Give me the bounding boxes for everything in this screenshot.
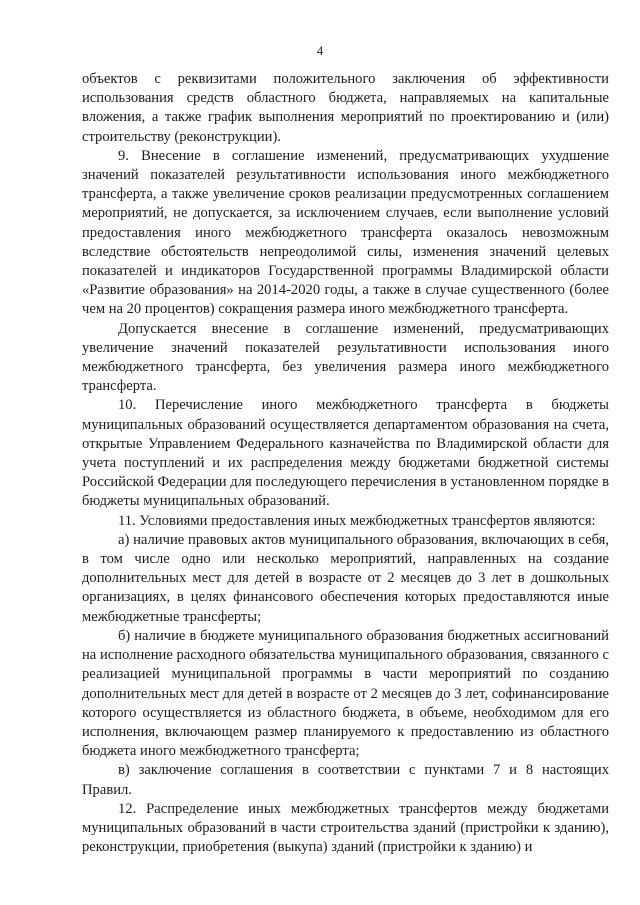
document-body — [82, 70, 609, 857]
paragraph-p11a: а) наличие правовых актов муниципального образования, включающих в себя, в том числе одно или несколько мероприятий, направленных на создание дополнительных мест для детей в возрасте от 2 месяцев до 3 лет в дошкольных организациях, в целях финансового обеспечения которых предоставляются иные межбюджетные трансферты; — [82, 531, 609, 625]
paragraph-p11c: в) заключение соглашения в соответствии с пунктами 7 и 8 настоящих Правил. — [82, 762, 609, 798]
paragraph-p11b: б) наличие в бюджете муниципального образования бюджетных ассигнований на исполнение расходного обязательства муниципального образования, связанного с реализацией муниципальной программы в части мероприятий по созданию дополнительных мест для детей в возрасте от 2 месяцев до 3 лет, софинансирование которого осуществляется из областного бюджета, в объеме, необходимом для его исполнения, включающем размер планируемого к предоставлению из областного бюджета иного межбюджетного трансферта; — [82, 627, 609, 760]
paragraph-cont: объектов с реквизитами положительного заключения об эффективности использования средств областного бюджета, направляемых на капитальные вложения, а также график выполнения мероприятий по проектированию и (или) строительству (реконструкции). — [82, 71, 609, 145]
paragraph-p12: 12. Распределение иных межбюджетных трансфертов между бюджетами муниципальных образований в части строительства зданий (пристройки к зданию), реконструкции, приобретения (выкупа) зданий (пристройки к зданию) и — [82, 800, 609, 856]
paragraph-p9: 9. Внесение в соглашение изменений, предусматривающих ухудшение значений показателей результативности использования иного межбюджетного трансферта, а также увеличение сроков реализации предусмотренных соглашением мероприятий, не допускается, за исключением случаев, если выполнение условий предоставления иного межбюджетного трансферта оказалось невозможным вследствие обстоятельств непреодолимой силы, изменения значений целевых показателей и индикаторов Государственной программы Владимирской области «Развитие образования» на 2014-2020 годы, а также в случае существенного (более чем на 20 процентов) сокращения размера иного межбюджетного трансферта. — [82, 147, 609, 318]
paragraph-p10: 10. Перечисление иного межбюджетного трансферта в бюджеты муниципальных образований осуществляется департаментом образования на счета, открытые Управлением Федерального казначейства по Владимирской области для учета поступлений и их распределения между бюджетами бюджетной системы Российской Федерации для последующего перечисления в установленном порядке в бюджеты муниципальных образований. — [82, 397, 609, 510]
paragraph-p11: 11. Условиями предоставления иных межбюджетных трансфертов являются: — [118, 512, 596, 529]
page-number: 4 — [316, 43, 324, 58]
paragraph-p9b: Допускается внесение в соглашение изменений, предусматривающих увеличение значений показателей результативности использования иного межбюджетного трансферта, без увеличения размера иного межбюджетного трансферта. — [82, 320, 609, 395]
